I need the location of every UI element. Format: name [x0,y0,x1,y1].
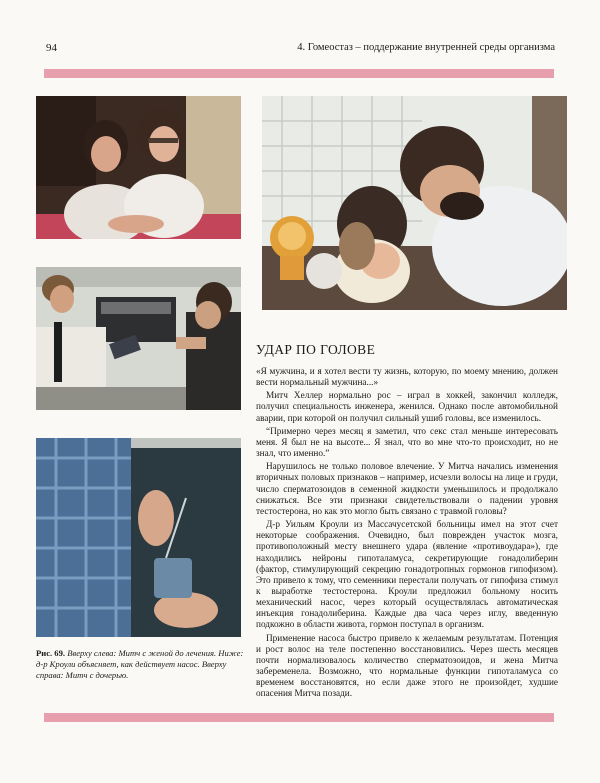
photo-pump-closeup [36,438,241,637]
chapter-title: 4. Гомеостаз – поддержание внутренней среды организма [297,42,555,53]
body-paragraph: Применение насоса быстро привело к желаемым результатам. Потенция и рост волос на теле постепенно восстановились. Через шесть месяцев почти нормализовалось количество сперматозоидов, и жена Митча забеременела. Возможно, что нормальные функции гипоталамуса со временем восстановятся, но если даже этого не произойдет, худшие опасения Митча позади. [256,633,558,700]
photo-mitch-and-wife [36,96,241,239]
figure-caption-text: Вверху слева: Митч с женой до лечения. Ниже: д-р Кроули объясняет, как действует насос. Вверху справа: Митч с дочерью. [36,648,244,680]
photo-doctor-explains-pump [36,267,241,410]
figure-label: Рис. 69. [36,648,66,658]
figure-caption [36,648,248,681]
body-paragraph: Д-р Уильям Кроули из Массачусетской больницы имел на этот счет некоторые соображения. Очевидно, был поврежден участок мозга, противоположный месту внешнего удара (явление «противоудара»), где находились нейроны гипоталамуса, секретирующие гонадолиберин (фактор, стимулирующий секрецию гонадотропных гормонов гипофизом). Это привело к тому, что семенники перестали получать от гипофиза стимул к выработке тестостерона. Кроули предложил больному носить механический насос, через который осуществлялась автоматическая инъекция гонадолиберина. Каждые два часа через иглу, введенную подкожно в области живота, гормон поступал в организм. [256,520,558,631]
footer-accent-bar [44,713,554,722]
body-paragraph: “Примерно через месяц я заметил, что секс стал меньше интересовать меня. Я был не на высоте... Я знал, что во мне что-то происходит, но не знал, что именно.” [256,426,558,460]
body-paragraph: Митч Хеллер нормально рос – играл в хоккей, закончил колледж, получил специальность инженера, женился. Однако после автомобильной аварии, при которой он получил сильный ушиб головы, все изменилось. [256,391,558,424]
article-body [256,367,558,703]
section-title: УДАР ПО ГОЛОВЕ [256,342,376,357]
photo-mitch-and-daughter [262,96,567,310]
body-paragraph: Нарушилось не только половое влечение. У Митча начались изменения вторичных половых признаков – например, исчезли волосы на лице и груди, число сперматозоидов в семенной жидкости уменьшилось и продолжало снижаться. Все эти признаки свидетельствовали о падении уровня тестостерона, но как это могло быть связано с травмой головы? [256,462,558,517]
header-accent-bar [44,69,554,78]
quote-paragraph: «Я мужчина, и я хотел вести ту жизнь, которую, по моему мнению, должен вести нормальный мужчина...» [256,367,558,389]
page-number: 94 [46,42,57,54]
